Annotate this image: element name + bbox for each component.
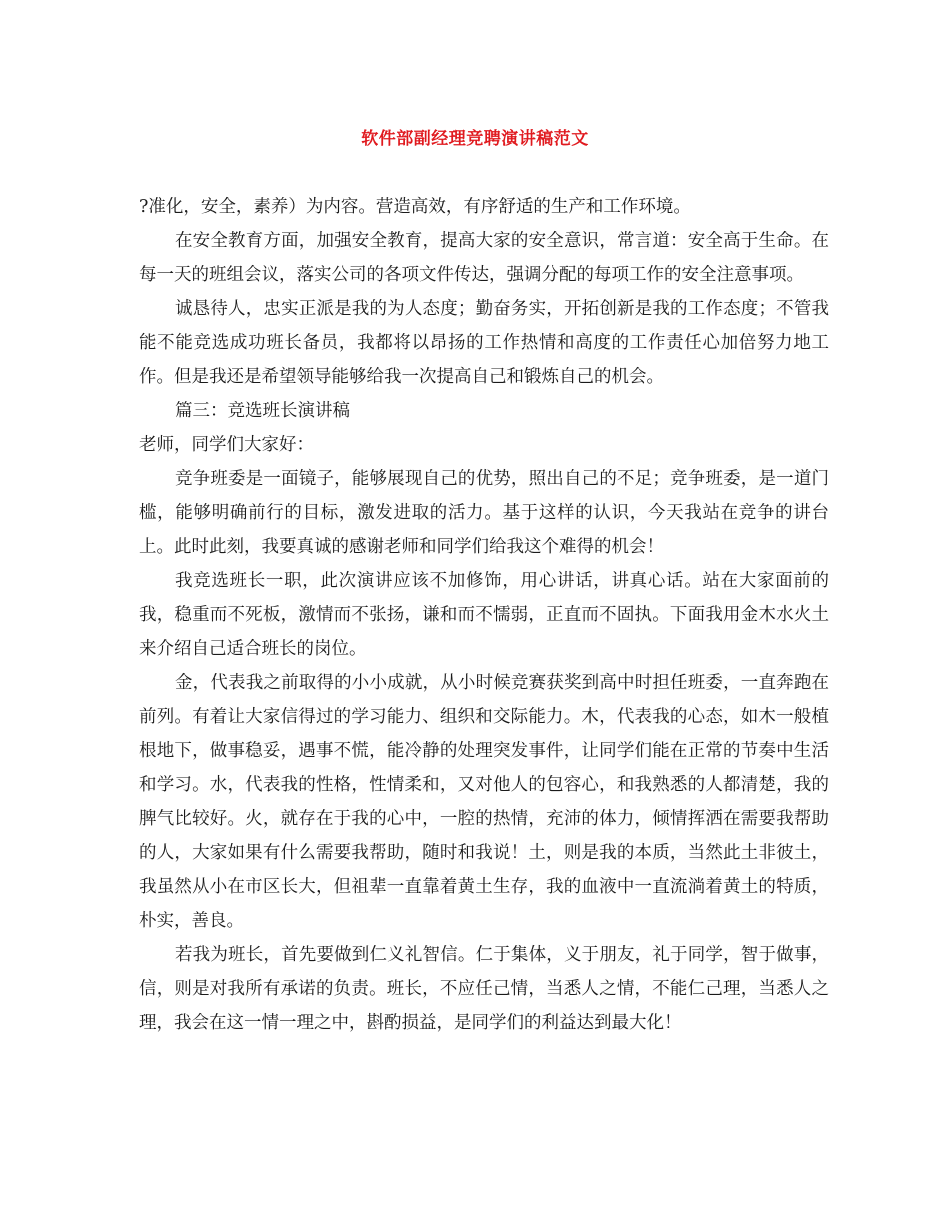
paragraph: 诚恳待人，忠实正派是我的为人态度；勤奋务实，开拓创新是我的工作态度；不管我能不能竞选成功班长备员，我都将以昂扬的工作热情和高度的工作责任心加倍努力地工作。但是我还是希望领导能够给我一次提高自己和锻炼自己的机会。 — [139, 299, 829, 387]
paragraph: 若我为班长，首先要做到仁义礼智信。仁于集体，义于朋友，礼于同学，智于做事，信，则是对我所有承诺的负责。班长，不应任己情，当悉人之情，不能仁己理，当悉人之理，我会在这一情一理之中，斟酌损益，是同学们的利益达到最大化！ — [139, 945, 829, 1033]
paragraph: ?准化，安全，素养）为内容。营造高效，有序舒适的生产和工作环境。 — [139, 197, 691, 217]
document-title: 软件部副经理竞聘演讲稿范文 — [361, 129, 589, 149]
paragraph: 老师，同学们大家好： — [139, 435, 314, 455]
document-body — [139, 190, 829, 1040]
paragraph: 我竞选班长一职，此次演讲应该不加修饰，用心讲话，讲真心话。站在大家面前的我，稳重而不死板，激情而不张扬，谦和而不懦弱，正直而不固执。下面我用金木水火土来介绍自己适合班长的岗位。 — [139, 571, 829, 659]
paragraph: 篇三：竞选班长演讲稿 — [175, 401, 350, 421]
paragraph: 竞争班委是一面镜子，能够展现自己的优势，照出自己的不足；竞争班委，是一道门槛，能够明确前行的目标，激发进取的活力。基于这样的认识，今天我站在竞争的讲台上。此时此刻，我要真诚的感谢老师和同学们给我这个难得的机会！ — [139, 469, 829, 557]
paragraph: 金，代表我之前取得的小小成就，从小时候竞赛获奖到高中时担任班委，一直奔跑在前列。有着让大家信得过的学习能力、组织和交际能力。木，代表我的心态，如木一般植根地下，做事稳妥，遇事不慌，能冷静的处理突发事件，让同学们能在正常的节奏中生活和学习。水，代表我的性格，性情柔和，又对他人的包容心，和我熟悉的人都清楚，我的脾气比较好。火，就存在于我的心中，一腔的热情，充沛的体力，倾情挥洒在需要我帮助的人，大家如果有什么需要我帮助，随时和我说！土，则是我的本质，当然此土非彼土，我虽然从小在市区长大，但祖辈一直靠着黄土生存，我的血液中一直流淌着黄土的特质，朴实，善良。 — [139, 673, 829, 931]
paragraph: 在安全教育方面，加强安全教育，提高大家的安全意识，常言道：安全高于生命。在每一天的班组会议，落实公司的各项文件传达，强调分配的每项工作的安全注意事项。 — [139, 231, 829, 285]
